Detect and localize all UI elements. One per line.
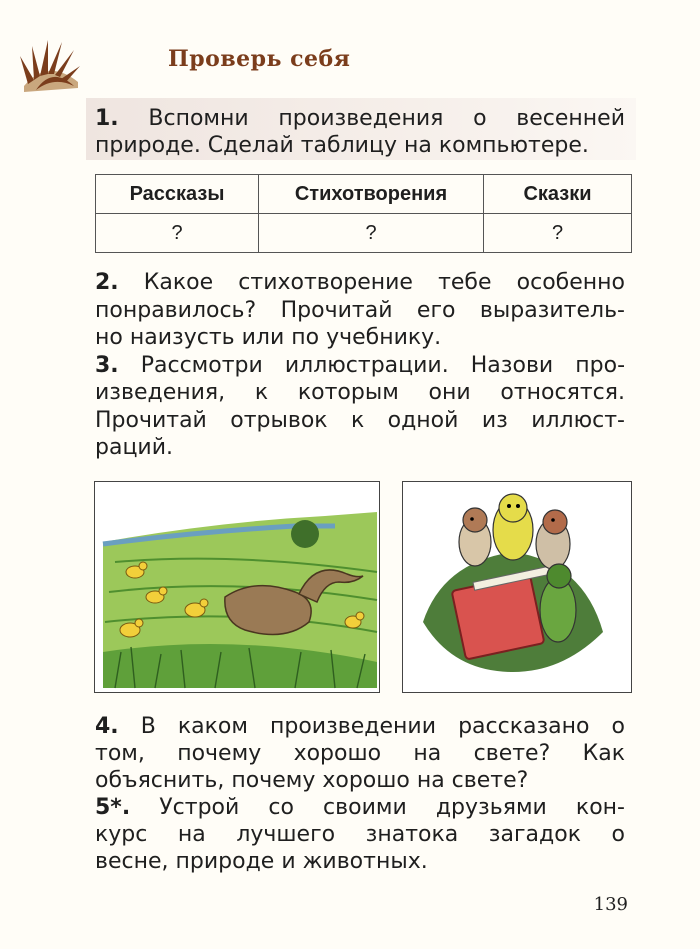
- task-3-line-1: [95, 352, 625, 379]
- task-3-line-2: изведения, к которым они относятся.: [95, 380, 625, 405]
- page-number: 139: [593, 894, 628, 915]
- task-number: 3.: [95, 353, 119, 378]
- task-4-line-1: [95, 713, 625, 740]
- table-cell: ?: [259, 214, 484, 253]
- task-4-line-2: том, почему хорошо на свете? Как: [95, 741, 625, 766]
- column-header: Сказки: [484, 175, 632, 214]
- table-cell: ?: [484, 214, 632, 253]
- task-number: 1.: [95, 106, 119, 131]
- task-1-line-1: [95, 105, 625, 132]
- task-3-line-4: раций.: [95, 435, 174, 460]
- illustration-birds-with-book: [402, 481, 632, 693]
- task-number: 4.: [95, 714, 119, 739]
- task-4-line-3: объяснить, почему хорошо на свете?: [95, 768, 529, 793]
- task-text: Какое стихотворение тебе особенно: [143, 270, 625, 295]
- illustration-ducks-in-meadow: [94, 481, 380, 693]
- task-5-line-2: курс на лучшего знатока загадок о: [95, 822, 625, 847]
- task-text: Вспомни произведения о весенней: [148, 106, 625, 131]
- task-5-line-1: [95, 794, 625, 821]
- task-1-line-2: природе. Сделай таблицу на компьютере.: [95, 133, 589, 158]
- task-text: Устрой со своими друзьями кон-: [159, 795, 625, 820]
- task-text: В каком произведении рассказано о: [140, 714, 625, 739]
- task-text: Рассмотри иллюстрации. Назови про-: [140, 353, 626, 378]
- column-header: Рассказы: [96, 175, 259, 214]
- sun-icon: [18, 36, 82, 98]
- task-3-line-3: Прочитай отрывок к одной из иллюст-: [95, 408, 625, 433]
- table-cell: ?: [96, 214, 259, 253]
- task-number: 2.: [95, 270, 119, 295]
- section-header: [18, 36, 678, 100]
- works-table: [95, 174, 632, 253]
- task-2-line-1: [95, 269, 625, 296]
- task-2-line-3: но наизусть или по учебнику.: [95, 325, 442, 350]
- table-row: [96, 214, 632, 253]
- task-number: 5*.: [95, 795, 131, 820]
- task-2-line-2: понравилось? Прочитай его выразитель-: [95, 298, 625, 323]
- page-title: Проверь себя: [168, 46, 351, 72]
- table-header-row: [96, 175, 632, 214]
- column-header: Стихотворения: [259, 175, 484, 214]
- task-5-line-3: весне, природе и животных.: [95, 849, 428, 874]
